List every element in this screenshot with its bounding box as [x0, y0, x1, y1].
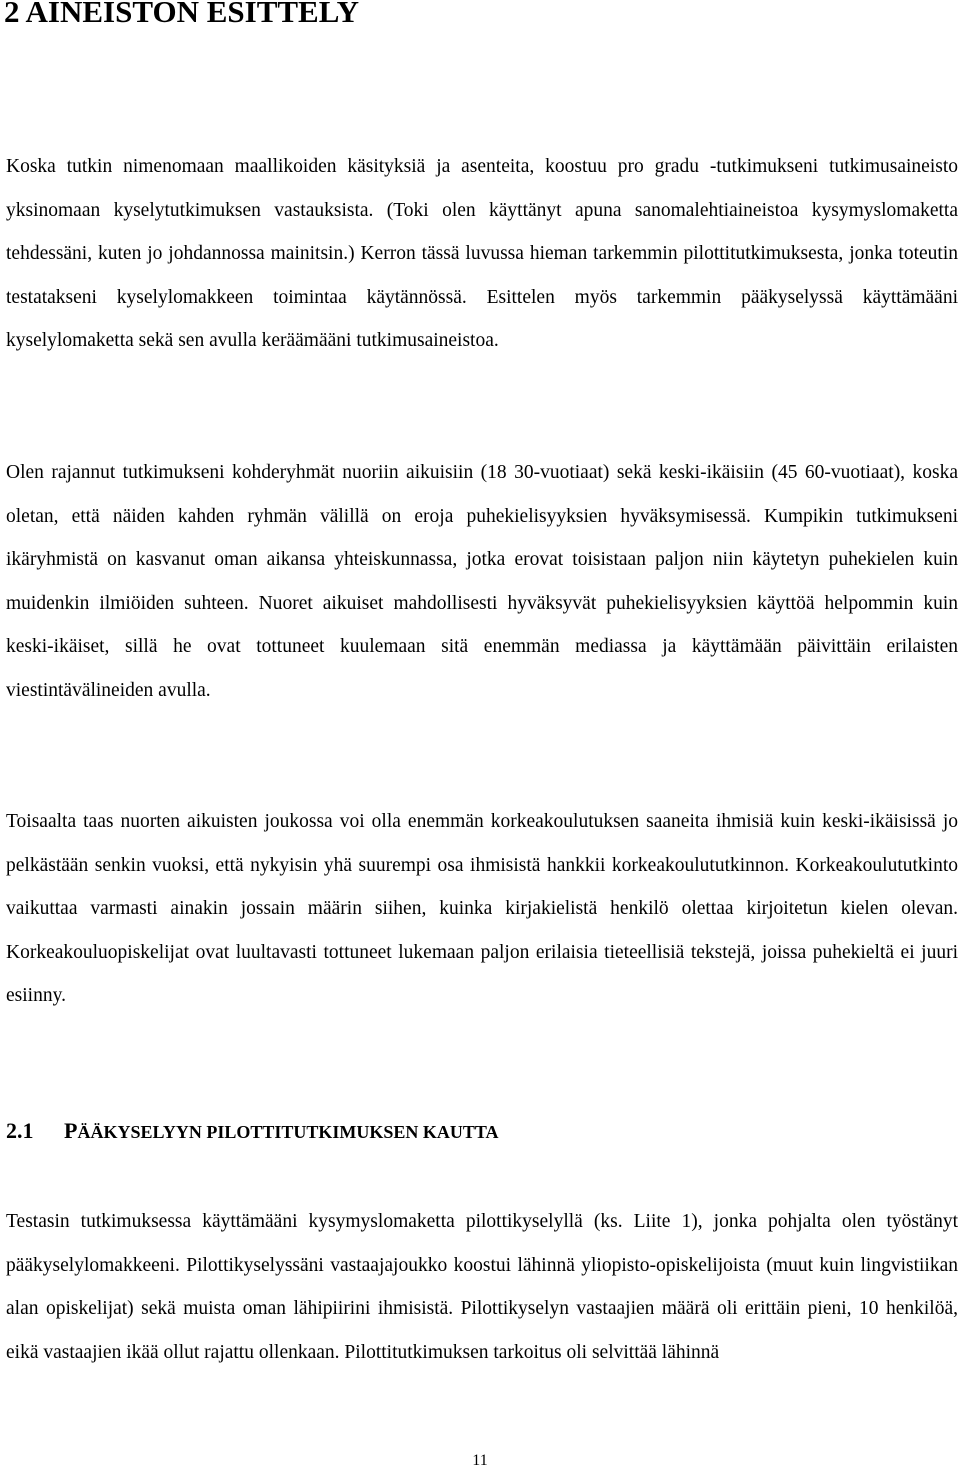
section-title-rest: ÄÄKYSELYYN PILOTTITUTKIMUKSEN KAUTTA: [77, 1122, 499, 1142]
paragraph-higher-education: Toisaalta taas nuorten aikuisten joukossa voi olla enemmän korkeakoulutuksen saaneita ihmisiä kuin keski-ikäisissä jo pelkästään senkin vuoksi, että nykyisin yhä suurempi osa ihmisistä hankkii korkeakoulututkinnon. Korkeakoulututkinto vaikuttaa varmasti ainakin jossain määrin siihen, kuinka kirjakielistä henkilö olettaa kirjoitetun kielen olevan. Korkeakouluopiskelijat ovat luultavasti tottuneet lukemaan paljon erilaisia tieteellisiä tekstejä, joissa puhekieltä ei juuri esiinny.: [6, 811, 958, 1007]
paragraph-pilot-study: Testasin tutkimuksessa käyttämääni kysymyslomaketta pilottikyselyllä (ks. Liite 1), jonka pohjalta olen työstänyt pääkyselylomakkeeni. Pilottikyselyssäni vastaajajoukko koostui lähinnä yliopisto-opiskelijoista (muut kuin lingvistiikan alan opiskelijat) sekä muista oman lähipiirini ihmisistä. Pilottikyselyn vastaajien määrä oli erittäin pieni, 10 henkilöä, eikä vastaajien ikää ollut rajattu ollenkaan. Pilottitutkimuksen tarkoitus oli selvittää lähinnä: [6, 1211, 958, 1363]
paragraph-intro: Koska tutkin nimenomaan maallikoiden käsityksiä ja asenteita, koostuu pro gradu -tutkimukseni tutkimusaineisto yksinomaan kyselytutkimuksen vastauksista. (Toki olen käyttänyt apuna sanomalehtiaineistoa kysymyslomaketta tehdessäni, kuten jo johdannossa mainitsin.) Kerron tässä luvussa hieman tarkemmin pilottitutkimuksesta, jonka toteutin testatakseni kyselylomakkeen toimintaa käytännössä. Esittelen myös tarkemmin pääkyselyssä käyttämääni kyselylomaketta sekä sen avulla keräämääni tutkimusaineistoa.: [6, 156, 958, 352]
section-title-first-letter: P: [64, 1118, 78, 1143]
paragraph-target-groups: Olen rajannut tutkimukseni kohderyhmät nuoriin aikuisiin (18 30-vuotiaat) sekä keski-ikäisiin (45 60-vuotiaat), koska oletan, että näiden kahden ryhmän välillä on eroja puhekielisyyksien hyväksymisessä. Kumpikin tutkimukseni ikäryhmistä on kasvanut oman aikansa yhteiskunnassa, jotka erovat toisistaan paljon niin käytetyn puhekielen kuin muidenkin ilmiöiden suhteen. Nuoret aikuiset mahdollisesti hyväksyvät puhekielisyyksien käyttöä helpommin kuin keski-ikäiset, sillä he ovat tottuneet kuulemaan sitä enemmän mediassa ja käyttämään päivittäin erilaisten viestintävälineiden avulla.: [6, 462, 958, 701]
section-heading: [6, 1109, 499, 1154]
page-number: 11: [472, 1452, 488, 1469]
section-number: 2.1: [6, 1118, 34, 1143]
chapter-title: 2 AINEISTON ESITTELY: [4, 0, 359, 29]
